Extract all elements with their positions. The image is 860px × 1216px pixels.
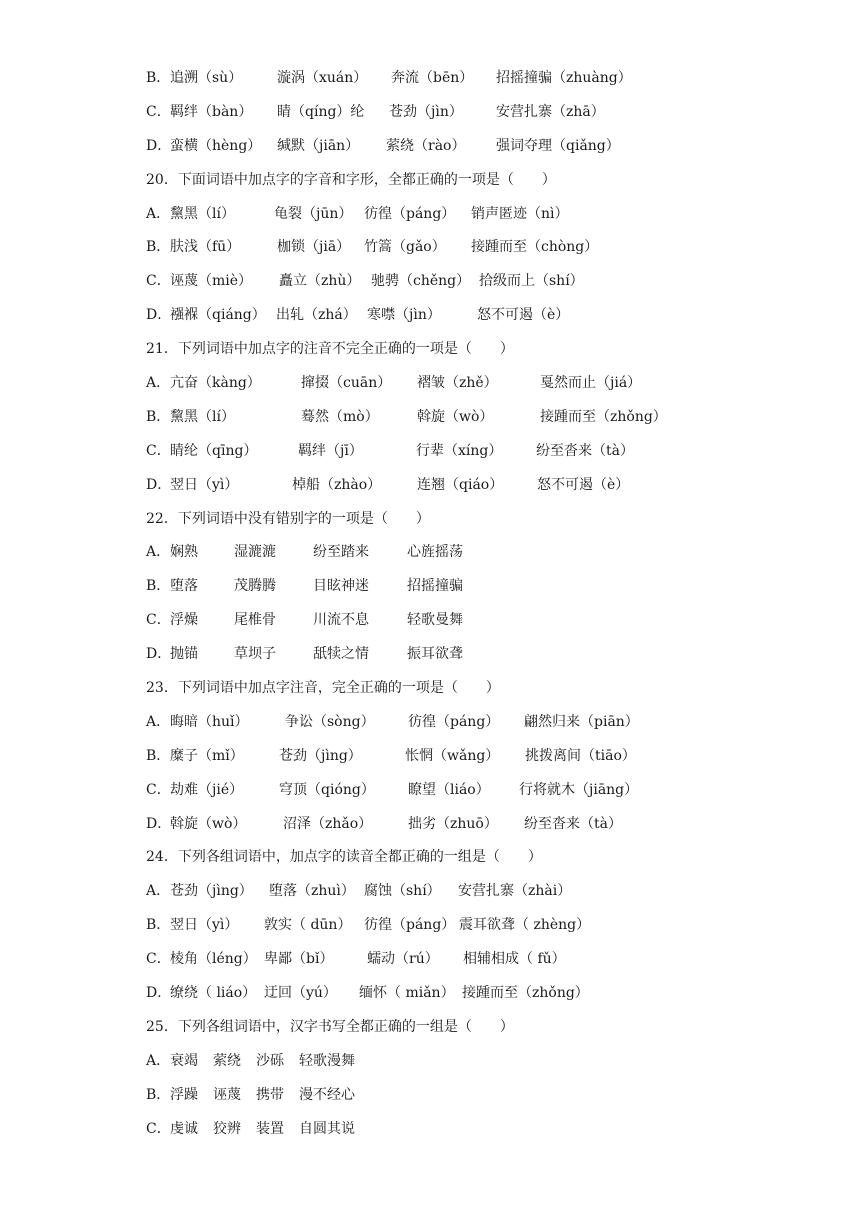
option-term: 缭绕（ liáo） <box>170 985 257 1002</box>
answer-option <box>146 1079 860 1113</box>
answer-option <box>146 401 860 435</box>
option-term: 目眩神迷 <box>313 578 369 595</box>
option-letter: B． <box>146 1086 171 1103</box>
answer-option <box>146 96 860 130</box>
option-term: 强词夺理（qiǎng） <box>496 137 620 154</box>
option-term: 堕落 <box>170 578 198 595</box>
option-term: 驰骋（chěng） <box>371 273 471 290</box>
option-term: 睛纶（qīng） <box>170 442 258 459</box>
option-term: 诬蔑 <box>213 1086 241 1103</box>
answer-option <box>146 198 860 232</box>
option-term: 糜子（mǐ） <box>170 747 244 764</box>
option-term: 枷锁（jiā） <box>277 239 351 256</box>
option-term: 羁绊（jī） <box>298 442 363 459</box>
option-letter: A． <box>146 375 171 392</box>
option-term: 装置 <box>256 1120 284 1137</box>
option-term: 心旌摇荡 <box>407 544 463 561</box>
option-letter: C． <box>146 103 171 120</box>
option-term: 争讼（sòng） <box>285 713 375 730</box>
option-term: 彷徨（páng） <box>408 713 500 730</box>
option-term: 彷徨（páng） <box>364 205 456 222</box>
option-term: 沼泽（zhǎo） <box>283 815 373 832</box>
option-term: 出轧（zhá） <box>276 307 357 324</box>
option-letter: B． <box>146 70 171 86</box>
option-letter: C． <box>146 951 171 968</box>
option-term: 狡辨 <box>213 1120 241 1137</box>
option-term: 翌日（yì） <box>170 476 239 493</box>
question-stem <box>146 672 860 706</box>
option-term: 诬蔑（miè） <box>170 273 253 290</box>
option-letter: B． <box>146 917 171 934</box>
option-term: 相辅相成（ fǔ） <box>463 951 566 968</box>
answer-option <box>146 977 860 1011</box>
answer-option <box>146 638 860 672</box>
option-term: 撺掇（cuān） <box>301 375 392 392</box>
option-term: 尾椎骨 <box>234 612 276 629</box>
option-letter: A． <box>146 713 171 730</box>
option-term: 缅怀（ miǎn） <box>359 985 455 1002</box>
option-term: 腐蚀（shí） <box>364 883 441 900</box>
option-term: 轻歌曼舞 <box>407 612 463 629</box>
answer-option <box>146 943 860 977</box>
option-term: 安营扎寨（zhā） <box>496 103 605 120</box>
option-term: 翌日（yì） <box>170 917 239 934</box>
answer-option <box>146 706 860 740</box>
option-term: 彷徨（páng） <box>364 917 456 934</box>
option-term: 棱角（léng） <box>170 951 257 968</box>
option-term: 瞭望（liáo） <box>408 781 490 798</box>
option-term: 亢奋（kàng） <box>170 375 261 392</box>
answer-option <box>146 1113 860 1147</box>
option-term: 连翘（qiáo） <box>417 476 504 493</box>
question-stem <box>146 503 860 537</box>
option-term: 自圆其说 <box>299 1120 355 1137</box>
option-term: 蛮横（hèng） <box>170 137 262 154</box>
option-term: 纷至踏来 <box>313 544 369 561</box>
option-letter: C． <box>146 612 171 629</box>
question-text: 21．下列词语中加点字的注音不完全正确的一项是（ ） <box>146 341 514 358</box>
option-term: 睛（qíng）纶 <box>277 103 365 120</box>
answer-option <box>146 604 860 638</box>
answer-option <box>146 265 860 299</box>
option-term: 舐犊之情 <box>313 646 369 663</box>
option-term: 虔诚 <box>170 1120 198 1137</box>
option-term: 携带 <box>256 1086 284 1103</box>
option-term: 震耳欲聋（ zhèng） <box>459 917 591 934</box>
option-letter: A． <box>146 205 171 222</box>
option-letter: B． <box>146 408 171 425</box>
option-term: 斡旋（wò） <box>417 408 494 425</box>
answer-option <box>146 875 860 909</box>
option-term: 销声匿迹（nì） <box>471 205 569 222</box>
option-term: 行将就木（jiāng） <box>519 781 639 798</box>
option-term: 衰竭 <box>170 1052 198 1069</box>
option-letter: B． <box>146 747 171 764</box>
option-letter: A． <box>146 1052 171 1069</box>
option-term: 黧黑（lí） <box>170 408 235 425</box>
option-term: 晦暗（huǐ） <box>170 713 249 730</box>
question-text: 20．下面词语中加点字的字音和字形，全都正确的一项是（ ） <box>146 171 556 188</box>
option-term: 接踵而至（zhǒng） <box>462 985 589 1002</box>
option-letter: D． <box>146 307 172 324</box>
option-term: 羁绊（bàn） <box>170 103 253 120</box>
answer-option <box>146 808 860 842</box>
option-term: 苍劲（jìng） <box>170 883 253 900</box>
option-term: 抛锚 <box>170 646 198 663</box>
option-term: 拙劣（zhuō） <box>408 815 498 832</box>
option-term: 漫不经心 <box>299 1086 355 1103</box>
option-term: 纷至沓来（tà） <box>536 442 634 459</box>
option-term: 萦绕（rào） <box>386 137 466 154</box>
option-term: 龟裂（jūn） <box>274 205 353 222</box>
option-letter: D． <box>146 137 172 154</box>
option-term: 戛然而止（jiá） <box>540 375 642 392</box>
option-letter: D． <box>146 985 172 1002</box>
option-term: 怒不可遏（è） <box>537 476 630 493</box>
option-term: 草坝子 <box>234 646 276 663</box>
answer-option <box>146 130 860 164</box>
option-term: 矗立（zhù） <box>279 273 361 290</box>
option-term: 漩涡（xuán） <box>277 70 368 86</box>
option-term: 湿漉漉 <box>234 544 276 561</box>
question-text: 24．下列各组词语中，加点字的读音全都正确的一组是（ ） <box>146 849 542 866</box>
option-term: 振耳欲聋 <box>407 646 463 663</box>
question-stem <box>146 1011 860 1045</box>
option-term: 缄默（jiān） <box>277 137 360 154</box>
option-term: 竹篙（gǎo） <box>364 239 446 256</box>
option-term: 褶皱（zhě） <box>417 375 498 392</box>
option-letter: A． <box>146 544 171 561</box>
option-term: 川流不息 <box>313 612 369 629</box>
option-letter: B． <box>146 239 171 256</box>
option-term: 蠕动（rú） <box>367 951 439 968</box>
answer-option <box>146 435 860 469</box>
answer-option <box>146 1045 860 1079</box>
answer-option <box>146 62 860 96</box>
answer-option <box>146 231 860 265</box>
option-term: 接踵而至（zhǒng） <box>540 408 667 425</box>
option-term: 萦绕 <box>213 1052 241 1069</box>
option-term: 黧黑（lí） <box>170 205 235 222</box>
option-term: 卑鄙（bǐ） <box>264 951 334 968</box>
question-stem <box>146 841 860 875</box>
option-term: 沙砾 <box>256 1052 284 1069</box>
option-term: 行辈（xíng） <box>416 442 503 459</box>
option-letter: C． <box>146 781 171 798</box>
option-term: 追溯（sù） <box>170 70 243 86</box>
option-term: 安营扎寨（zhài） <box>458 883 572 900</box>
option-letter: C． <box>146 442 171 459</box>
option-letter: A． <box>146 883 171 900</box>
option-letter: D． <box>146 476 172 493</box>
option-term: 挑拨离间（tiāo） <box>525 747 636 764</box>
option-term: 怅惘（wǎng） <box>405 747 500 764</box>
answer-option <box>146 367 860 401</box>
option-term: 招摇撞骗（zhuàng） <box>496 70 632 86</box>
question-stem <box>146 333 860 367</box>
answer-option <box>146 909 860 943</box>
option-term: 寒噤（jìn） <box>367 307 441 324</box>
option-term: 迂回（yú） <box>264 985 337 1002</box>
answer-option <box>146 469 860 503</box>
option-term: 翩然归来（piān） <box>524 713 639 730</box>
option-term: 苍劲（jìng） <box>279 747 362 764</box>
option-term: 轻歌漫舞 <box>299 1052 355 1069</box>
answer-option <box>146 570 860 604</box>
question-text: 23．下列词语中加点字注音，完全正确的一项是（ ） <box>146 680 500 697</box>
question-stem <box>146 164 860 198</box>
question-text: 22．下列词语中没有错别字的一项是（ ） <box>146 510 430 527</box>
option-term: 怒不可遏（è） <box>477 307 570 324</box>
option-term: 娴熟 <box>170 544 198 561</box>
option-term: 接踵而至（chòng） <box>471 239 599 256</box>
option-term: 襁褓（qiáng） <box>170 307 266 324</box>
option-term: 棹船（zhào） <box>292 476 382 493</box>
option-term: 浮躁 <box>170 1086 198 1103</box>
option-term: 纷至沓来（tà） <box>524 815 622 832</box>
answer-option <box>146 299 860 333</box>
option-term: 劫难（jié） <box>170 781 244 798</box>
answer-option <box>146 536 860 570</box>
option-term: 苍劲（jìn） <box>389 103 463 120</box>
answer-option <box>146 740 860 774</box>
option-term: 蓦然（mò） <box>301 408 379 425</box>
answer-option <box>146 774 860 808</box>
option-letter: D． <box>146 646 172 663</box>
option-term: 茂腾腾 <box>234 578 276 595</box>
option-letter: C． <box>146 273 171 290</box>
option-term: 招摇撞骗 <box>407 578 463 595</box>
option-term: 奔流（bēn） <box>391 70 474 86</box>
option-letter: C． <box>146 1120 171 1137</box>
option-term: 肤浅（fū） <box>170 239 241 256</box>
option-term: 拾级而上（shí） <box>479 273 584 290</box>
option-letter: B． <box>146 578 171 595</box>
option-term: 堕落（zhuì） <box>269 883 355 900</box>
option-term: 浮燥 <box>170 612 198 629</box>
option-term: 斡旋（wò） <box>170 815 247 832</box>
option-term: 穹顶（qióng） <box>279 781 375 798</box>
option-term: 敦实（ dūn） <box>264 917 352 934</box>
option-letter: D． <box>146 815 172 832</box>
question-text: 25．下列各组词语中，汉字书写全都正确的一组是（ ） <box>146 1018 514 1035</box>
